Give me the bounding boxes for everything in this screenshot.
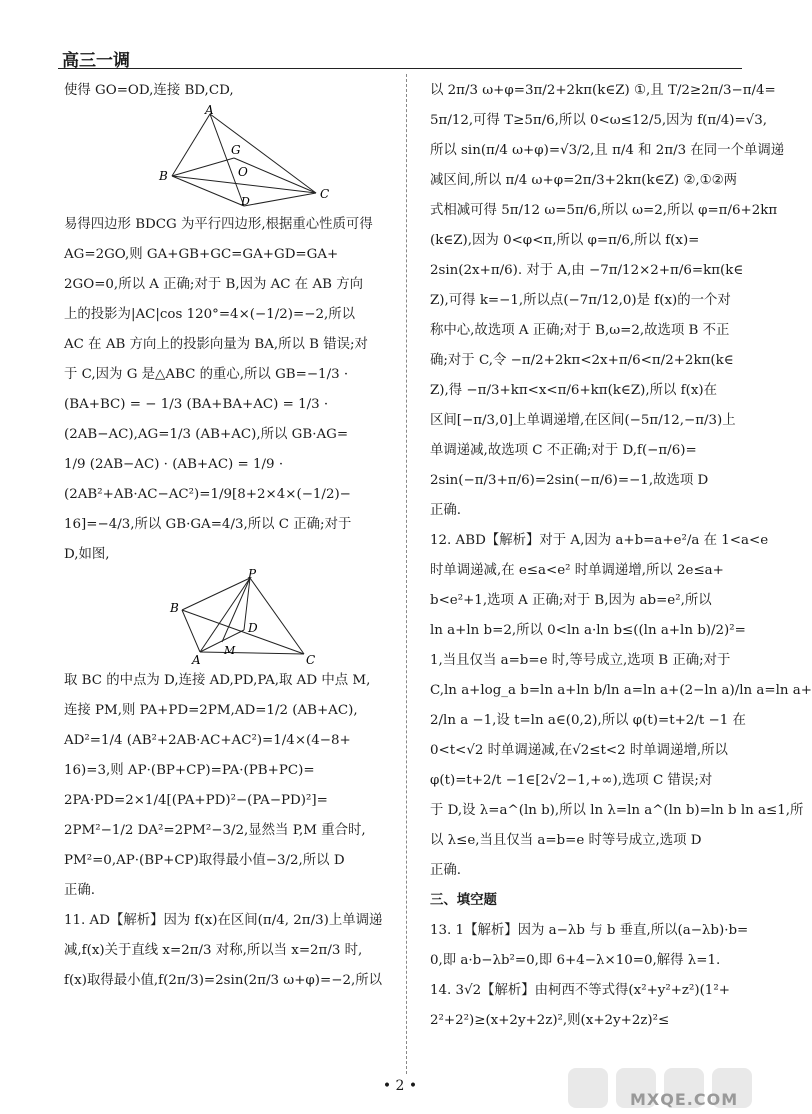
figure-label: D bbox=[248, 621, 258, 635]
text-line: 2PM²−1/2 DA²=2PM²−3/2,显然当 P,M 重合时, bbox=[64, 823, 366, 838]
text-line: 以 λ≤e,当且仅当 a=b=e 时等号成立,选项 D bbox=[430, 833, 702, 848]
question-14-line: 14. 3√2【解析】由柯西不等式得(x²+y²+z²)(1²+ bbox=[430, 983, 730, 998]
figure-label: C bbox=[320, 187, 330, 201]
figure-label: B bbox=[170, 601, 179, 615]
page-number: • 2 • bbox=[382, 1078, 418, 1094]
text-line: 16]=−4/3,所以 GB·GA=4/3,所以 C 正确;对于 bbox=[64, 517, 352, 532]
text-line: Z),得 −π/3+kπ<x<π/6+kπ(k∈Z),所以 f(x)在 bbox=[430, 383, 717, 398]
pyramid-figure-2 bbox=[64, 567, 398, 667]
header-rule bbox=[58, 68, 742, 69]
text-line: 2/ln a −1,设 t=ln a∈(0,2),所以 φ(t)=t+2/t −1 在 bbox=[430, 713, 746, 728]
text-line: 2sin(−π/3+π/6)=2sin(−π/6)=−1,故选项 D bbox=[430, 473, 709, 488]
question-13-line: 13. 1【解析】因为 a−λb 与 b 垂直,所以(a−λb)·b= bbox=[430, 923, 749, 938]
page-header-title: 高三一调 bbox=[62, 51, 130, 71]
text-line: 0,即 a·b−λb²=0,即 6+4−λ×10=0,解得 λ=1. bbox=[430, 953, 721, 968]
figure-label: A bbox=[192, 653, 201, 667]
question-12-line: 12. ABD【解析】对于 A,因为 a+b=a+e²/a 在 1<a<e bbox=[430, 533, 769, 548]
text-line: AC 在 AB 方向上的投影向量为 BA,所以 B 错误;对 bbox=[64, 337, 368, 352]
text-line: 称中心,故选项 A 正确;对于 B,ω=2,故选项 B 不正 bbox=[430, 323, 730, 338]
text-line: b<e²+1,选项 A 正确;对于 B,因为 ab=e²,所以 bbox=[430, 593, 712, 608]
text-line: 减区间,所以 π/4 ω+φ=2π/3+2kπ(k∈Z) ②,①②两 bbox=[430, 173, 737, 188]
text-line: 2GO=0,所以 A 正确;对于 B,因为 AC 在 AB 方向 bbox=[64, 277, 363, 292]
text-line: (k∈Z),因为 0<φ<π,所以 φ=π/6,所以 f(x)= bbox=[430, 233, 700, 248]
text-line: 使得 GO=OD,连接 BD,CD, bbox=[64, 83, 234, 98]
text-line: 单调递减,故选项 C 不正确;对于 D,f(−π/6)= bbox=[430, 443, 697, 458]
text-line: 易得四边形 BDCG 为平行四边形,根据重心性质可得 bbox=[64, 217, 373, 232]
text-line: 连接 PM,则 PA+PD=2PM,AD=1/2 (AB+AC), bbox=[64, 703, 358, 718]
text-line: 2²+2²)≥(x+2y+2z)²,则(x+2y+2z)²≤ bbox=[430, 1013, 670, 1028]
text-line: (2AB²+AB·AC−AC²)=1/9[8+2×4×(−1/2)− bbox=[64, 487, 351, 502]
figure-label: O bbox=[238, 165, 248, 179]
text-line: (2AB−AC),AG=1/3 (AB+AC),所以 GB·AG= bbox=[64, 427, 349, 442]
text-line: 时单调递减,在 e≤a<e² 时单调递增,所以 2e≤a+ bbox=[430, 563, 724, 578]
figure-label: A bbox=[205, 103, 214, 117]
text-line: 区间[−π/3,0]上单调递增,在区间(−5π/12,−π/3)上 bbox=[430, 413, 736, 428]
text-line: φ(t)=t+2/t −1∈[2√2−1,+∞),选项 C 错误;对 bbox=[430, 773, 713, 788]
left-column bbox=[64, 76, 398, 996]
text-line: f(x)取得最小值,f(2π/3)=2sin(2π/3 ω+φ)=−2,所以 bbox=[64, 973, 383, 988]
text-line: 上的投影为|AC|cos 120°=4×(−1/2)=−2,所以 bbox=[64, 307, 356, 322]
text-line: 所以 sin(π/4 ω+φ)=√3/2,且 π/4 和 2π/3 在同一个单调递 bbox=[430, 143, 785, 158]
text-line: 正确. bbox=[430, 503, 462, 518]
text-line: 确;对于 C,令 −π/2+2kπ<2x+π/6<π/2+2kπ(k∈ bbox=[430, 353, 734, 368]
figure-label: B bbox=[159, 169, 168, 183]
text-line: AD²=1/4 (AB²+2AB·AC+AC²)=1/4×(4−8+ bbox=[64, 733, 351, 748]
text-line: 于 D,设 λ=a^(ln b),所以 ln λ=ln a^(ln b)=ln b ln a≤1,所 bbox=[430, 803, 804, 818]
text-line: D,如图, bbox=[64, 547, 110, 562]
triangle-figure-1 bbox=[64, 103, 398, 208]
text-line: 取 BC 的中点为 D,连接 AD,PD,PA,取 AD 中点 M, bbox=[64, 673, 371, 688]
right-column bbox=[430, 76, 812, 1036]
figure-label: P bbox=[248, 567, 257, 581]
column-divider bbox=[406, 74, 407, 1074]
text-line: 减,f(x)关于直线 x=2π/3 对称,所以当 x=2π/3 时, bbox=[64, 943, 363, 958]
text-line: 16)=3,则 AP·(BP+CP)=PA·(PB+PC)= bbox=[64, 763, 315, 778]
text-line: 2PA·PD=2×1/4[(PA+PD)²−(PA−PD)²]= bbox=[64, 793, 328, 808]
figure-label: M bbox=[224, 644, 236, 657]
text-line: C,ln a+log_a b=ln a+ln b/ln a=ln a+(2−ln a)/ln a=ln a+ bbox=[430, 683, 812, 698]
text-line: 以 2π/3 ω+φ=3π/2+2kπ(k∈Z) ①,且 T/2≥2π/3−π/4= bbox=[430, 83, 776, 98]
text-line: 式相减可得 5π/12 ω=5π/6,所以 ω=2,所以 φ=π/6+2kπ bbox=[430, 203, 778, 218]
text-line: 0<t<√2 时单调递减,在√2≤t<2 时单调递增,所以 bbox=[430, 743, 728, 758]
text-line: (BA+BC) = − 1/3 (BA+BA+AC) = 1/3 · bbox=[64, 397, 329, 412]
text-line: ln a+ln b=2,所以 0<ln a·ln b≤((ln a+ln b)/2)²= bbox=[430, 623, 746, 638]
text-line: Z),可得 k=−1,所以点(−7π/12,0)是 f(x)的一个对 bbox=[430, 293, 731, 308]
text-line: 1,当且仅当 a=b=e 时,等号成立,选项 B 正确;对于 bbox=[430, 653, 731, 668]
text-line: PM²=0,AP·(BP+CP)取得最小值−3/2,所以 D bbox=[64, 853, 345, 868]
text-line: 1/9 (2AB−AC) · (AB+AC) = 1/9 · bbox=[64, 457, 284, 472]
figure-label: D bbox=[241, 195, 250, 208]
text-line: 于 C,因为 G 是△ABC 的重心,所以 GB=−1/3 · bbox=[64, 367, 349, 382]
text-line: 2sin(2x+π/6). 对于 A,由 −7π/12×2+π/6=kπ(k∈ bbox=[430, 263, 744, 278]
section-heading-fill-blank: 三、填空题 bbox=[430, 893, 497, 908]
figure-label: C bbox=[306, 653, 316, 667]
text-line: 正确. bbox=[430, 863, 462, 878]
question-11-line: 11. AD【解析】因为 f(x)在区间(π/4, 2π/3)上单调递 bbox=[64, 913, 383, 928]
text-line: 正确. bbox=[64, 883, 96, 898]
text-line: AG=2GO,则 GA+GB+GC=GA+GD=GA+ bbox=[64, 247, 339, 262]
figure-label: G bbox=[231, 143, 241, 157]
text-line: 5π/12,可得 T≥5π/6,所以 0<ω≤12/5,因为 f(π/4)=√3, bbox=[430, 113, 767, 128]
watermark-text: MXQE.COM bbox=[630, 1090, 739, 1109]
